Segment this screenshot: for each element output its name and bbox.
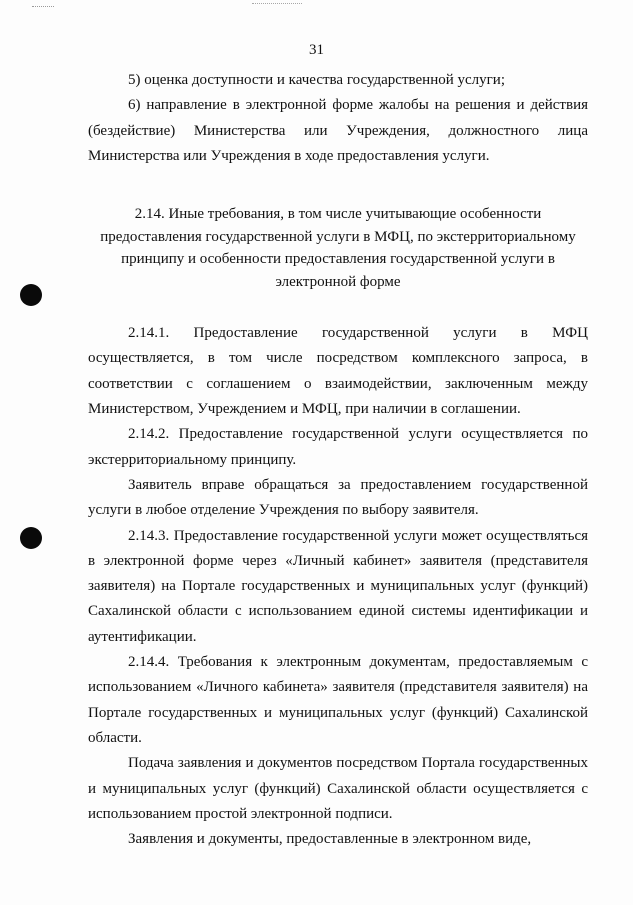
punch-hole-icon	[20, 284, 42, 306]
paragraph: Заявления и документы, предоставленные в электронном виде,	[128, 831, 532, 848]
document-body	[88, 68, 588, 852]
scan-artifact	[32, 6, 54, 15]
paragraph: 2.14.3. Предоставление государственной услуги может осуществляться в электронной форме через «Личный кабинет» заявителя (представителя заявителя) на Портале государственных и муниципальных услуг (функций) Сахалинской области с использованием единой системы идентификации и аутентификации.	[88, 527, 588, 645]
paragraph: Заявитель вправе обращаться за предоставлением государственной услуги в любое отделение Учреждения по выбору заявителя.	[88, 476, 588, 519]
paragraph: 2.14.4. Требования к электронным документам, предоставляемым с использованием «Личного кабинета» заявителя (представителя заявителя) на Портале государственных и муниципальных услуг (функций) Сахалинской области.	[88, 654, 588, 746]
paragraph: 2.14.1. Предоставление государственной услуги в МФЦ осуществляется, в том числе посредством комплексного запроса, в соответствии с соглашением о взаимодействии, заключенным между Министерством, Учреждением и МФЦ, при наличии в соглашении.	[88, 325, 588, 418]
list-item: 5) оценка доступности и качества государственной услуги;	[128, 72, 505, 88]
paragraph: 2.14.2. Предоставление государственной услуги осуществляется по экстерриториальному принципу.	[88, 426, 588, 468]
list-item: 6) направление в электронной форме жалобы на решения и действия (бездействие) Министерства или Учреждения, должностного лица Министерства или Учреждения в ходе предоставления услуги.	[88, 97, 588, 164]
page-number: 31	[309, 42, 324, 58]
punch-hole-icon	[20, 527, 42, 549]
section-heading: 2.14. Иные требования, в том числе учитывающие особенности предоставления государственной услуги в МФЦ, по экстерриториальному принципу и особенности предоставления государственной услуги в электронной форме	[100, 206, 576, 290]
paragraph: Подача заявления и документов посредством Портала государственных и муниципальных услуг (функций) Сахалинской области осуществляется с использованием простой электронной подписи.	[88, 755, 588, 822]
scan-artifact	[252, 3, 302, 10]
